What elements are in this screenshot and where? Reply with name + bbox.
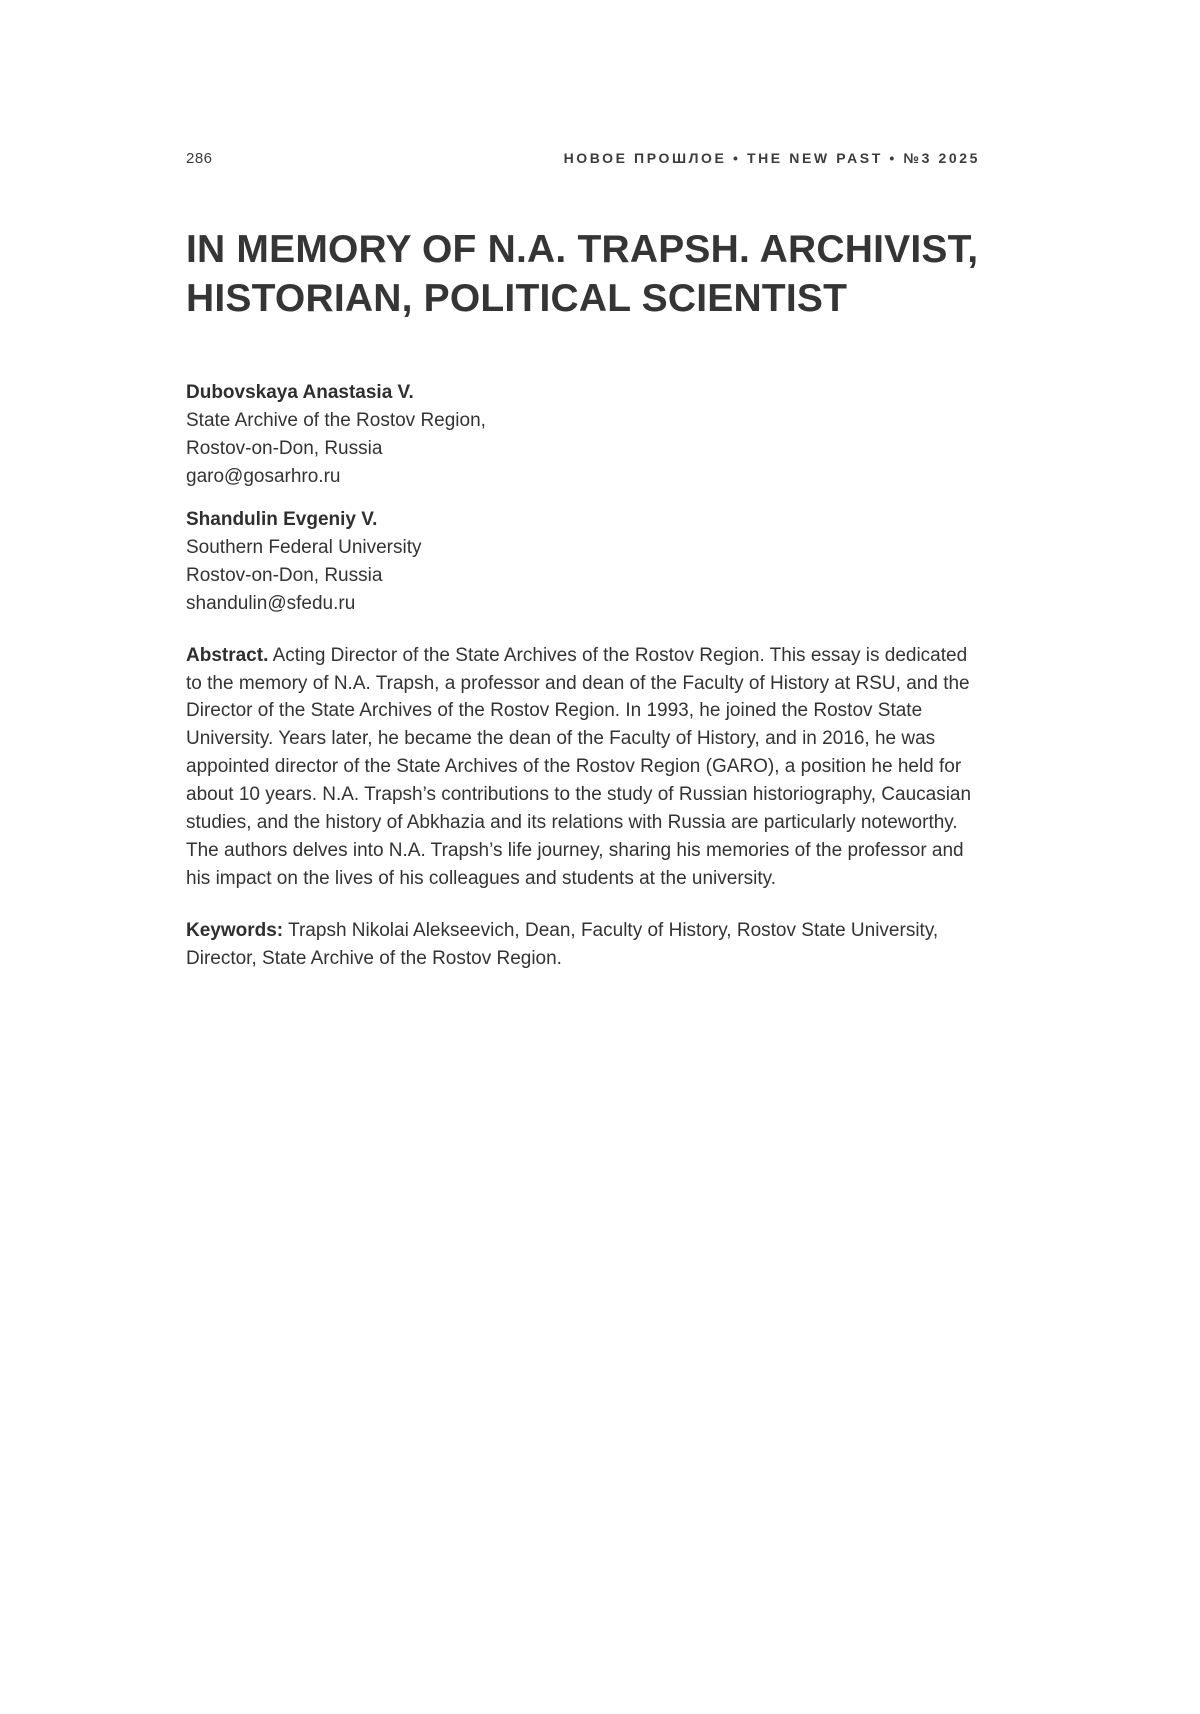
abstract-text: Acting Director of the State Archives of the Rostov Region. This essay is dedicated to the memory of N.A. Trapsh, a professor and dean of the Faculty of History at RSU, and the Director of the State Archives of the Rostov Region. In 1993, he joined the Rostov State University. Years later, he became the dean of the Faculty of History, and in 2016, he was appointed director of the State Archives of the Rostov Region (GARO), a position he held for about 10 years. N.A. Trapsh’s contributions to the study of Russian historiography, Caucasian studies, and the history of Abkhazia and its relations with Russia are particularly noteworthy. The authors delves into N.A. Trapsh’s life journey, sharing his memories of the professor and his impact on the lives of his colleagues and students at the university. — [186, 644, 972, 889]
abstract-paragraph — [186, 642, 980, 893]
page-content — [186, 150, 980, 973]
keywords-paragraph — [186, 917, 980, 973]
authors-section — [186, 379, 980, 617]
author-name: Dubovskaya Anastasia V. — [186, 382, 414, 404]
keywords-label: Keywords: — [186, 919, 284, 941]
author-email: shandulin@sfedu.ru — [186, 592, 356, 614]
author-affiliation: Southern Federal University — [186, 536, 422, 558]
author-affiliation: State Archive of the Rostov Region, — [186, 410, 486, 432]
journal-running-head: НОВОЕ ПРОШЛОЕ • THE NEW PAST • №3 2025 — [563, 150, 980, 166]
author-block-2 — [186, 506, 980, 618]
keywords-text: Trapsh Nikolai Alekseevich, Dean, Faculty of History, Rostov State University, Director, State Archive of the Rostov Region. — [186, 919, 939, 969]
article-title: IN MEMORY OF N.A. TRAPSH. ARCHIVIST, HISTORIAN, POLITICAL SCIENTIST — [186, 228, 979, 321]
page-header — [186, 150, 980, 167]
page-number: 286 — [186, 150, 213, 167]
abstract-label: Abstract. — [186, 644, 269, 666]
author-name: Shandulin Evgeniy V. — [186, 508, 378, 530]
author-location: Rostov-on-Don, Russia — [186, 564, 383, 586]
author-location: Rostov-on-Don, Russia — [186, 438, 383, 460]
author-block-1 — [186, 379, 980, 491]
author-email: garo@gosarhro.ru — [186, 466, 341, 488]
